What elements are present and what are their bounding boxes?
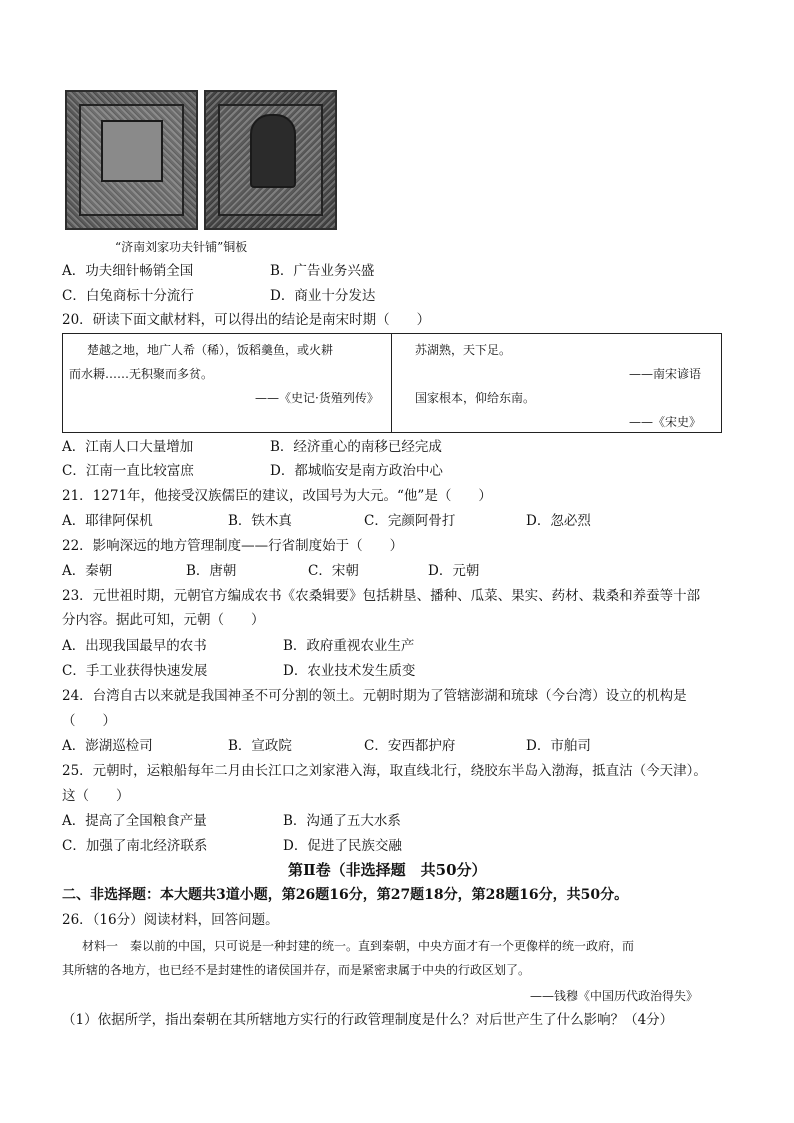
- part2-heading: 二、非选择题：本大题共3道小题，第26题16分，第27题18分，第28题16分，共50分。: [62, 887, 629, 903]
- q25-option-c: C．加强了南北经济联系: [62, 838, 208, 854]
- q20-option-b: B．经济重心的南移已经完成: [270, 439, 442, 455]
- q24-stem-1: 24．台湾自古以来就是我国神圣不可分割的领土。元朝时期为了管辖澎湖和琉球（今台湾）设立的机构是: [62, 688, 687, 704]
- q19-option-d: D．商业十分发达: [270, 288, 376, 304]
- q20-stem: 20．研读下面文献材料，可以得出的结论是南宋时期（ ）: [62, 312, 431, 328]
- q26-material-1b: 其所辖的各地方，也已经不是封建性的诸侯国并存，而是紧密隶属于中央的行政区划了。: [62, 963, 531, 977]
- q20-left-text-2: 而水耨……无积聚而多贫。: [69, 367, 214, 381]
- q24-option-a: A．澎湖巡检司: [62, 738, 153, 754]
- q20-option-c: C．江南一直比较富庶: [62, 463, 194, 479]
- q21-option-c: C．完颜阿骨打: [364, 513, 456, 529]
- q24-option-c: C．安西都护府: [364, 738, 456, 754]
- q22-option-a: A．秦朝: [62, 563, 113, 579]
- q23-option-d: D．农业技术发生质变: [283, 663, 416, 679]
- q24-stem-2: （ ）: [62, 713, 116, 729]
- q25-stem-1: 25．元朝时，运粮船每年二月由长江口之刘家港入海，取直线北行，绕胶东半岛入渤海，抵直沽（今天津）。: [62, 763, 707, 779]
- q21-option-d: D．忽必烈: [526, 513, 591, 529]
- q23-stem-2: 分内容。据此可知，元朝（ ）: [62, 612, 265, 628]
- q19-option-c: C．白兔商标十分流行: [62, 288, 194, 304]
- q21-option-a: A．耶律阿保机: [62, 513, 153, 529]
- q22-option-c: C．宋朝: [308, 563, 359, 579]
- q20-left-text-1: 楚越之地，地广人希（稀），饭稻羹鱼，或火耕: [87, 343, 334, 357]
- q24-option-d: D．市舶司: [526, 738, 591, 754]
- q23-option-a: A．出现我国最早的农书: [62, 638, 207, 654]
- q23-option-b: B．政府重视农业生产: [283, 638, 415, 654]
- q25-option-d: D．促进了民族交融: [283, 838, 402, 854]
- q25-option-a: A．提高了全国粮食产量: [62, 813, 207, 829]
- q26-material-1a: 材料一 秦以前的中国，只可说是一种封建的统一。直到秦朝，中央方面才有一个更像样的统一政府，而: [82, 939, 635, 953]
- q25-stem-2: 这（ ）: [62, 788, 130, 804]
- q26-material-source: ——钱穆《中国历代政治得失》: [530, 989, 699, 1003]
- q20-right-source-2: ——《宋史》: [629, 415, 702, 429]
- q20-right-source-1: ——南宋谚语: [629, 367, 702, 381]
- figure-caption: “济南刘家功夫针铺”铜板: [115, 240, 248, 254]
- q22-option-d: D．元朝: [428, 563, 480, 579]
- q19-option-a: A．功夫细针畅销全国: [62, 263, 194, 279]
- q26-stem: 26．（16分）阅读材料，回答问题。: [62, 912, 279, 928]
- q25-option-b: B．沟通了五大水系: [283, 813, 401, 829]
- q22-stem: 22．影响深远的地方管理制度——行省制度始于（ ）: [62, 538, 404, 554]
- rabbit-mark: [250, 114, 296, 188]
- q19-option-b: B．广告业务兴盛: [270, 263, 375, 279]
- q23-option-c: C．手工业获得快速发展: [62, 663, 208, 679]
- q20-left-source: ——《史记·货殖列传》: [255, 391, 379, 405]
- q21-option-b: B．铁木真: [228, 513, 292, 529]
- copper-plate-right: [204, 90, 337, 230]
- copper-plate-image: [65, 90, 337, 230]
- q24-option-b: B．宣政院: [228, 738, 292, 754]
- q26-sub1: （1）依据所学，指出秦朝在其所辖地方实行的行政管理制度是什么？对后世产生了什么影响？（4分）: [62, 1012, 674, 1028]
- q20-material-box: [62, 333, 722, 433]
- q20-right-text-2: 国家根本，仰给东南。: [415, 391, 536, 405]
- q23-stem-1: 23．元世祖时期，元朝官方编成农书《农桑辑要》包括耕垦、播种、瓜菜、果实、药材、栽桑和养蚕等十部: [62, 588, 701, 604]
- q20-right-text-1: 苏湖熟，天下足。: [415, 343, 512, 357]
- copper-plate-left: [65, 90, 198, 230]
- part2-title: 第Ⅱ卷（非选择题 共50分）: [288, 861, 487, 879]
- q21-stem: 21．1271年，他接受汉族儒臣的建议，改国号为大元。“他”是（ ）: [62, 488, 492, 504]
- q22-option-b: B．唐朝: [186, 563, 237, 579]
- q20-option-a: A．江南人口大量增加: [62, 439, 194, 455]
- q20-option-d: D．都城临安是南方政治中心: [270, 463, 443, 479]
